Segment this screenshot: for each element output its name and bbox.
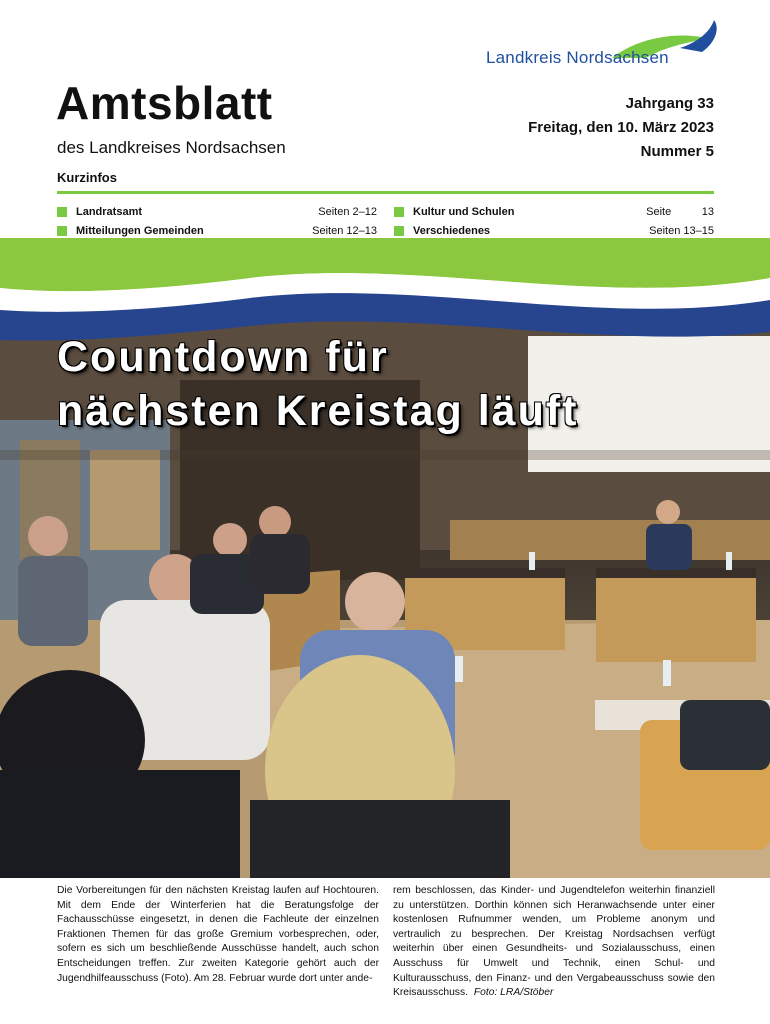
publication-title: Amtsblatt [56,77,273,129]
toc-bullet-icon [57,207,67,217]
photo-caption: Foto: LRA/Stöber [473,987,554,999]
toc-item-label: Landratsamt [76,205,143,218]
article-column-2 [393,884,715,1001]
toc-item-pages: Seiten 13–15 [649,224,714,237]
toc-column-left [57,202,204,240]
toc-item-pages: Seiten 12–13 [312,224,377,237]
landkreis-logo [486,18,726,70]
publication-subtitle: des Landkreises Nordsachsen [57,138,286,157]
issue-date: Freitag, den 10. März 2023 [528,119,714,136]
headline-line-2: nächsten Kreistag läuft [57,387,579,435]
article-text-1: Die Vorbereitungen für den nächsten Kreistag laufen auf Hochtouren. Mit dem Ende der Winterferien hat die Beratungsfolge der Fachausschüsse eingesetzt, in denen die Fachleute der einzelnen Fraktionen Themen für das große Gremium vorbesprechen, oder, sofern es sich um beschließende Ausschüsse handelt, auch schon Entscheidungen treffen. Zur zweiten Kategorie gehört auch der Jugendhilfeausschuss (Foto). Am 28. Februar wurde dort unter ande- [57,885,379,984]
issue-meta [528,92,714,164]
issue-number: Nummer 5 [640,143,714,160]
cover-headline [57,330,579,438]
toc-item-pages: Seiten 2–12 [318,205,377,218]
toc-bullet-icon [57,226,67,236]
toc-pages-left [300,202,377,240]
toc-item-pages: Seite 13 [646,205,714,218]
headline-line-1: Countdown für [57,333,389,381]
issue-volume: Jahrgang 33 [625,95,714,112]
toc-item-label: Verschiedenes [413,224,491,237]
toc-pages-right [620,202,714,240]
toc-bullet-icon [394,226,404,236]
kurzinfos-label: Kurzinfos [57,170,117,185]
kurzinfos-divider [57,191,714,194]
toc-column-right [394,202,514,240]
logo-text: Landkreis Nordsachsen [486,48,669,67]
article-text-2: rem beschlossen, das Kinder- und Jugendtelefon weiterhin finanziell zu unterstützen. Dorthin können sich Heranwachsende unter einer kostenlosen Rufnummer wenden, um Probleme anonym und vertraulich zu besprechen. Der Kreistag Nordsachsen verfügt weiterhin über einen Gesundheits- und Sozialausschuss, einen Ausschuss für Umwelt und Technik, einen Schul- und Kulturausschuss, den Finanz- und den Vergabeausschuss sowie den Kreisausschuss. [393,885,715,999]
toc-item[interactable] [394,202,514,221]
toc-item[interactable] [57,202,204,221]
toc-item-label: Kultur und Schulen [413,205,515,218]
toc-bullet-icon [394,207,404,217]
toc-item-label: Mitteilungen Gemeinden [76,224,204,237]
article-column-1 [57,884,379,986]
